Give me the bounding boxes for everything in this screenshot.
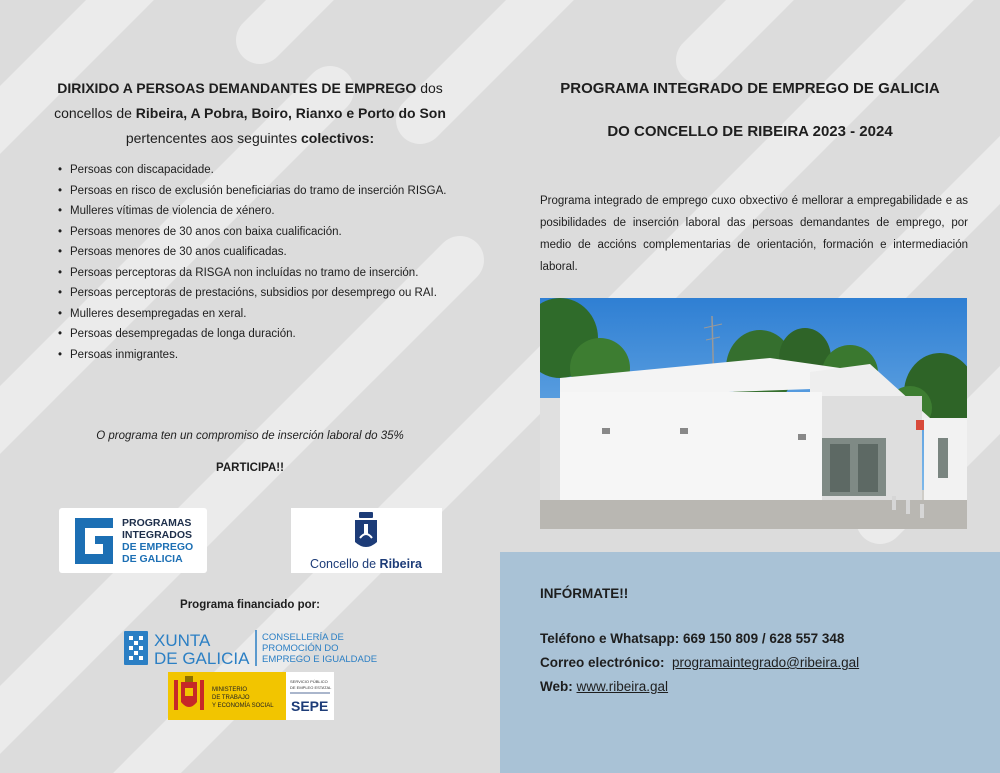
conselleria-line-1: CONSELLERÍA DE (262, 632, 344, 643)
intro-text-1: dos (416, 80, 443, 96)
spain-coat-of-arms-icon (174, 676, 204, 710)
building-photo (540, 298, 967, 529)
intro-bold-1: DIRIXIDO A PERSOAS DEMANDANTES DE EMPREGO (57, 80, 417, 96)
concello-ribeira-logo (291, 508, 442, 573)
list-item: • Persoas menores de 30 anos con baixa cualificación. (58, 222, 458, 243)
info-heading: INFÓRMATE!! (540, 586, 629, 601)
building-illustration (540, 298, 967, 529)
email-label: Correo electrónico: (540, 655, 665, 670)
pig-line-4: DE GALICIA (122, 553, 183, 565)
email-link[interactable]: programaintegrado@ribeira.gal (672, 655, 860, 670)
target-audience-intro (40, 76, 460, 151)
list-item: • Persoas inmigrantes. (58, 345, 458, 366)
program-title-line-2: DO CONCELLO DE RIBEIRA 2023 - 2024 (607, 123, 893, 140)
program-description: Programa integrado de emprego cuxo obxectivo é mellorar a empregabilidade e as posibilidades de inserción laboral das persoas demandantes de emprego, por medio de accións complementarias de orientación, formación e intermediación laboral. (540, 195, 968, 273)
xunta-emblem-icon (124, 631, 148, 665)
xunta-galicia-logo (122, 628, 384, 668)
list-item: • Persoas en risco de exclusión beneficiarias do tramo de inserción RISGA. (58, 181, 458, 202)
pig-mark-icon (59, 508, 207, 573)
list-item: • Persoas menores de 30 anos cualificadas. (58, 242, 458, 263)
list-item: • Persoas perceptoras da RISGA non incluídas no tramo de inserción. (58, 263, 458, 284)
programas-integrados-logo (59, 508, 207, 573)
ministerio-trabajo-logo (168, 672, 286, 720)
intro-bold-3: colectivos: (300, 130, 375, 146)
funded-by-label: Programa financiado por: (180, 599, 320, 611)
conselleria-line-3: EMPREGO E IGUALDADE (262, 654, 378, 665)
ministry-line-3: Y ECONOMÍA SOCIAL (212, 703, 274, 709)
xunta-line-2: DE GALICIA (154, 649, 250, 668)
insertion-commitment: O programa ten un compromiso de inserción laboral do 35% (96, 430, 404, 442)
intro-text-3: pertencentes aos seguintes (125, 130, 301, 146)
conselleria-line-2: PROMOCIÓN DO (262, 643, 339, 654)
email-row (540, 655, 980, 670)
right-panel (500, 0, 1000, 773)
pig-line-2: INTEGRADOS (122, 529, 193, 541)
xunta-line-1: XUNTA (154, 631, 211, 650)
program-title-line-1: PROGRAMA INTEGRADO DE EMPREGO DE GALICIA (560, 80, 940, 97)
sepe-small-line-1: SERVICIO PÚBLICO (290, 679, 328, 684)
list-item: • Persoas desempregadas de longa duración. (58, 324, 458, 345)
contact-info-panel (500, 552, 1000, 773)
sepe-small-line-2: DE EMPLEO ESTATAL (290, 685, 332, 690)
ministry-line-2: DE TRABAJO (212, 695, 250, 701)
participate-call: PARTICIPA!! (216, 462, 284, 474)
sepe-text: SEPE (291, 698, 329, 714)
ribeira-logo-text: Concello de Ribeira (310, 557, 422, 571)
web-row (540, 679, 980, 694)
web-label: Web: (540, 679, 573, 694)
intro-text-2: concellos de (54, 105, 136, 121)
pig-line-3: DE EMPREGO (122, 541, 194, 553)
ribeira-crest-icon (355, 512, 377, 547)
phone-whatsapp: Teléfono e Whatsapp: 669 150 809 / 628 557 348 (540, 631, 845, 646)
list-item: • Mulleres vítimas de violencia de xénero. (58, 201, 458, 222)
ministry-line-1: MINISTERIO (212, 687, 248, 693)
list-item: • Persoas perceptoras de prestacións, subsidios por desemprego ou RAI. (58, 283, 458, 304)
collectives-list (58, 160, 458, 365)
sepe-logo (286, 672, 334, 720)
list-item: • Mulleres desempregadas en xeral. (58, 304, 458, 325)
pig-line-1: PROGRAMAS (122, 517, 192, 529)
web-link[interactable]: www.ribeira.gal (576, 679, 669, 694)
list-item: • Persoas con discapacidade. (58, 160, 458, 181)
intro-bold-2: Ribeira, A Pobra, Boiro, Rianxo e Porto do Son (135, 105, 446, 121)
